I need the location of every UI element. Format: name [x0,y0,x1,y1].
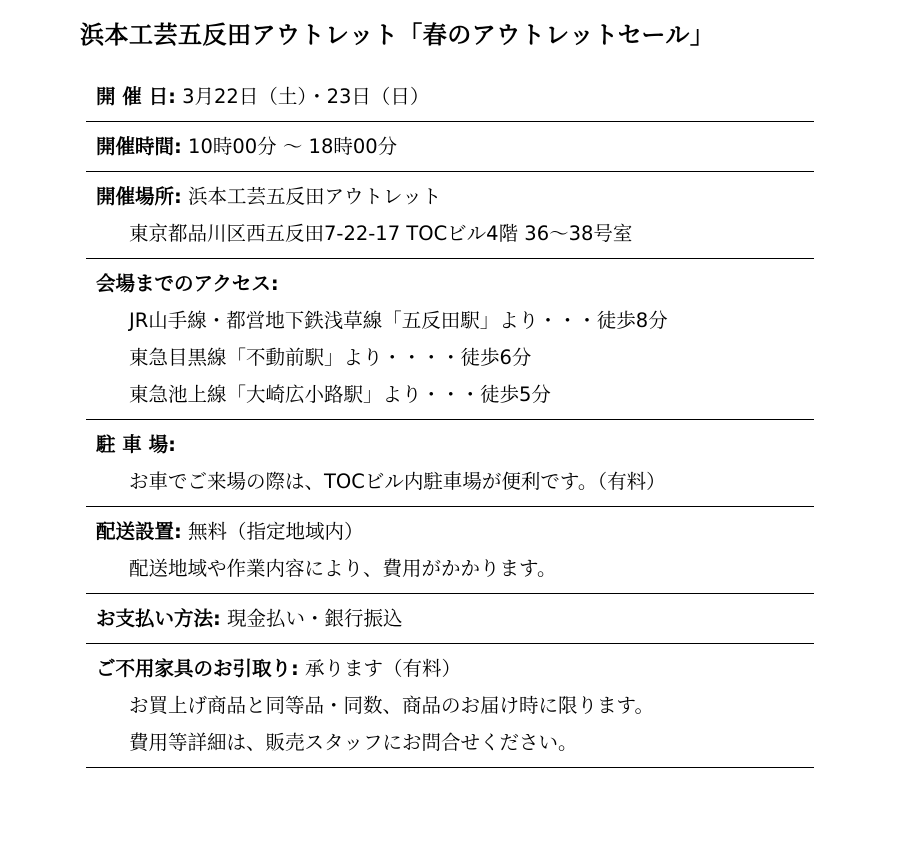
payment-colon: : [213,607,221,630]
date-label: 開 催 日 [96,85,169,108]
date-line [96,78,814,115]
pickup-value: 承ります（有料） [305,657,462,680]
section-delivery [86,507,814,594]
pickup-colon: : [291,657,299,680]
access-route-ikegami: 東急池上線「大崎広小路駅」より・・・徒歩5分 [129,383,551,406]
delivery-value: 無料（指定地域内） [188,520,364,543]
parking-label: 駐 車 場 [96,433,169,456]
pickup-details: 費用等詳細は、販売スタッフにお問合せください。 [129,731,578,754]
date-value: 3月22日（土）・23日（日） [182,85,430,108]
section-date [86,72,814,122]
payment-value: 現金払い・銀行振込 [227,607,403,630]
venue-colon: : [174,185,182,208]
pickup-condition: お買上げ商品と同等品・同数、商品のお届け時に限ります。 [129,694,654,717]
payment-label: お支払い方法 [96,607,214,630]
pickup-label: ご不用家具のお引取り [96,657,292,680]
access-route-jr: JR山手線・都営地下鉄浅草線「五反田駅」より・・・徒歩8分 [129,309,668,332]
hours-label: 開催時間 [96,135,175,158]
venue-value: 浜本工芸五反田アウトレット [188,185,442,208]
pickup-line [96,650,814,687]
access-route-meguro: 東急目黒線「不動前駅」より・・・・徒歩6分 [129,346,532,369]
hours-value: 10時00分 ～ 18時00分 [188,135,398,158]
access-label: 会場までのアクセス [96,272,271,295]
section-parking [86,420,814,507]
venue-address: 東京都品川区西五反田7-22-17 TOCビル4階 36～38号室 [129,222,633,245]
access-colon: : [270,272,279,295]
date-colon: : [168,85,176,108]
delivery-label: 配送設置 [96,520,175,543]
delivery-colon: : [174,520,182,543]
event-info-list [86,72,814,768]
section-access [86,259,814,420]
venue-label: 開催場所 [96,185,175,208]
venue-line [96,178,814,215]
hours-colon: : [174,135,182,158]
delivery-note: 配送地域や作業内容により、費用がかかります。 [129,557,557,580]
section-pickup [86,644,814,768]
section-payment [86,594,814,644]
parking-colon: : [168,433,176,456]
parking-note: お車でご来場の際は、TOCビル内駐車場が便利です。（有料） [129,470,666,493]
section-hours [86,122,814,172]
delivery-line [96,513,814,550]
parking-line [96,426,814,463]
section-venue [86,172,814,259]
access-line [96,265,814,302]
hours-line [96,128,814,165]
payment-line [96,600,814,637]
page-title: 浜本工芸五反田アウトレット「春のアウトレットセール」 [80,21,715,49]
